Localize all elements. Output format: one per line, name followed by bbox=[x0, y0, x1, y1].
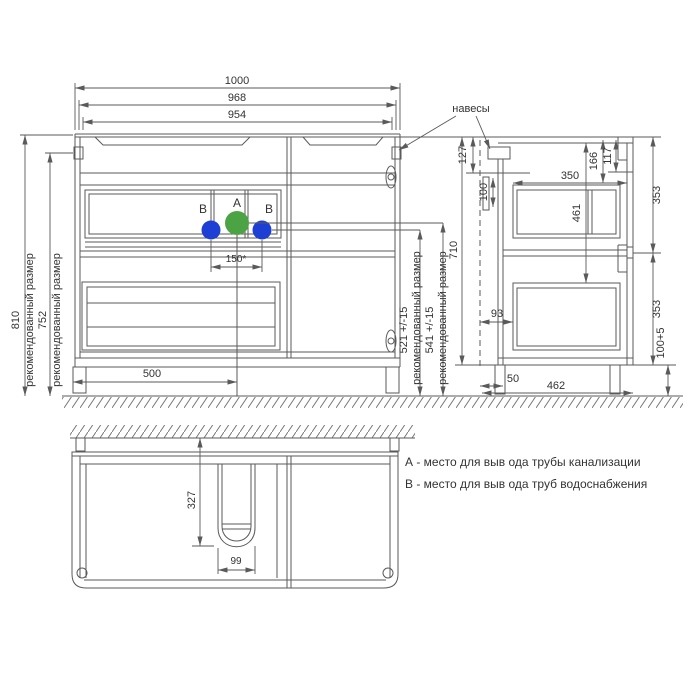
hanger-leader-right bbox=[476, 116, 490, 149]
side-leg-front bbox=[610, 365, 620, 394]
dim-height-541: 541 +/-15 bbox=[424, 306, 436, 354]
point-b-left-label: В bbox=[198, 202, 208, 216]
dim-327: 327 bbox=[186, 490, 198, 510]
floor-hatch bbox=[62, 397, 683, 408]
dim-height-810: 810 bbox=[10, 310, 22, 330]
dim-462: 462 bbox=[546, 380, 566, 392]
plan-view bbox=[70, 425, 415, 588]
dim-117: 117 bbox=[602, 147, 614, 165]
dim-50: 50 bbox=[506, 373, 520, 385]
point-a-circle bbox=[225, 211, 249, 235]
dim-100: 100 bbox=[478, 182, 490, 202]
dim-100-5: 100+5 bbox=[655, 327, 667, 359]
plan-view-linework bbox=[70, 438, 415, 588]
dim-height-521-note: рекомендованный размер bbox=[411, 251, 423, 385]
dim-353-top: 353 bbox=[651, 185, 663, 205]
dim-height-521: 521 +/-15 bbox=[398, 306, 410, 354]
side-leg-back bbox=[495, 365, 505, 394]
plan-hanger-right bbox=[390, 438, 399, 451]
dim-166: 166 bbox=[588, 151, 600, 171]
side-view-labels bbox=[452, 103, 667, 392]
hanger-leader-left bbox=[399, 116, 456, 150]
dim-353-bottom: 353 bbox=[651, 299, 663, 319]
dim-127: 127 bbox=[457, 145, 469, 165]
dim-height-810-note: рекомендованный размер bbox=[24, 253, 36, 387]
point-a-label: А bbox=[232, 196, 242, 210]
dim-height-541-note: рекомендованный размер bbox=[437, 251, 449, 385]
dim-height-752-note: рекомендованный размер bbox=[51, 253, 63, 387]
dim-150: 150* bbox=[225, 254, 247, 265]
point-b-left-circle bbox=[202, 221, 221, 240]
hanger-side bbox=[488, 147, 510, 159]
dim-width-1000: 1000 bbox=[224, 75, 250, 87]
hangers-label: навесы bbox=[452, 103, 490, 115]
front-view-dimensions bbox=[20, 83, 443, 396]
legend-line-a: А - место для выв ода трубы канализации bbox=[405, 455, 641, 469]
dim-93: 93 bbox=[490, 308, 504, 320]
dim-width-968: 968 bbox=[227, 92, 247, 104]
front-view-linework bbox=[62, 134, 683, 396]
plan-view-dimensions bbox=[192, 438, 255, 574]
dim-461: 461 bbox=[571, 203, 583, 223]
plan-hanger-left bbox=[76, 438, 85, 451]
dim-350: 350 bbox=[560, 170, 580, 182]
dim-height-710: 710 bbox=[448, 240, 460, 260]
foot-right bbox=[383, 568, 393, 578]
legend bbox=[405, 455, 647, 491]
front-leg-left bbox=[73, 367, 86, 393]
point-b-right-label: В bbox=[264, 202, 274, 216]
legend-line-b: В - место для выв ода труб водоснабжения bbox=[405, 477, 648, 491]
front-leg-right bbox=[386, 367, 399, 393]
dim-width-954: 954 bbox=[227, 109, 247, 121]
wall-hatch bbox=[70, 425, 415, 438]
dim-500: 500 bbox=[142, 368, 162, 380]
side-view-linework bbox=[480, 137, 633, 394]
dim-99: 99 bbox=[230, 556, 242, 567]
dim-height-752: 752 bbox=[37, 310, 49, 330]
